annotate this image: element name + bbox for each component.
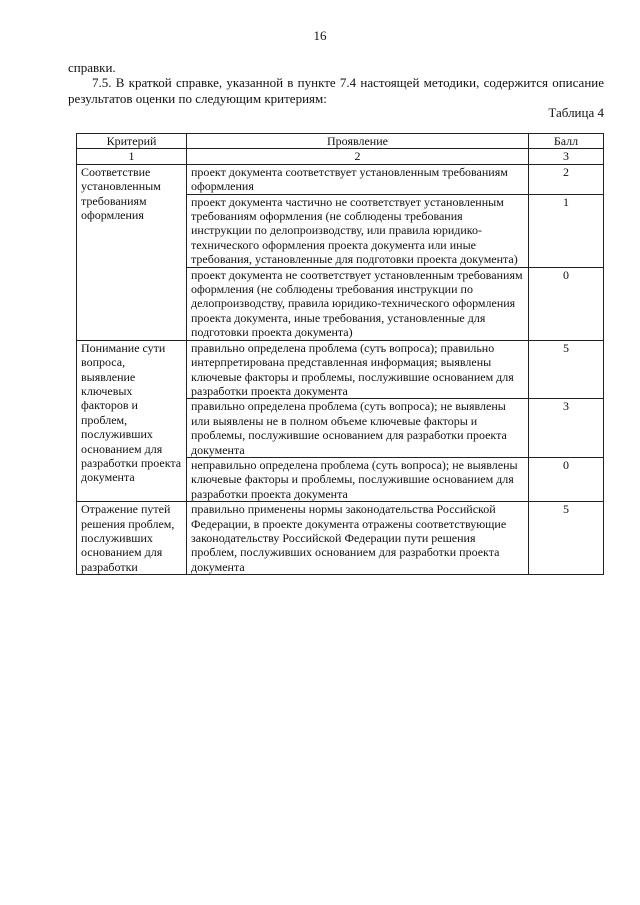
score-cell: 0 [529,267,604,340]
column-number: 3 [529,149,604,164]
criterion-cell: Отражение путей решения проблем, послуживших основанием для разработки [77,502,187,575]
table-row [77,164,604,194]
header-score: Балл [529,134,604,149]
table-caption: Таблица 4 [548,105,604,120]
header-manifestation: Проявление [187,134,529,149]
paragraph-start: справки. [68,60,116,75]
description-cell: правильно применены нормы законодательства Российской Федерации, в проекте документа отражены соответствующие законодательству Российской Федерации пути решения проблем, послуживших основанием для разработки проекта документа [187,502,529,575]
score-cell: 5 [529,502,604,575]
header-criterion: Критерий [77,134,187,149]
description-cell: правильно определена проблема (суть вопроса); не выявлены или выявлены не в полном объеме ключевые факторы и проблемы, послужившие основанием для разработки проекта документа [187,399,529,458]
description-cell: проект документа соответствует установленным требованиям оформления [187,164,529,194]
criterion-cell: Соответствие установленным требованиям оформления [77,164,187,340]
score-cell: 2 [529,164,604,194]
table-row [77,340,604,399]
criterion-cell: Понимание сути вопроса, выявление ключевых факторов и проблем, послуживших основанием для разработки проекта документа [77,340,187,501]
column-number: 1 [77,149,187,164]
score-cell: 0 [529,457,604,501]
table-row [77,502,604,575]
description-cell: проект документа частично не соответствует установленным требованиям оформления (не соблюдены требования инструкции по делопроизводству, или правила юридико-технического оформления проекта документа или иные требования, установленные для подготовки проекта документа) [187,194,529,267]
column-number: 2 [187,149,529,164]
score-cell: 1 [529,194,604,267]
score-cell: 5 [529,340,604,399]
page-number: 16 [313,28,327,43]
description-cell: правильно определена проблема (суть вопроса); правильно интерпретирована представленная информация; выявлены ключевые факторы и проблемы, послужившие основанием для разработки проекта документа [187,340,529,399]
description-cell: неправильно определена проблема (суть вопроса); не выявлены ключевые факторы и проблемы, послужившие основанием для разработки проекта документа [187,457,529,501]
criteria-table [76,133,604,575]
column-number-row [77,149,604,164]
paragraph-main: 7.5. В краткой справке, указанной в пункте 7.4 настоящей методики, содержится описание результатов оценки по следующим критериям: [68,75,604,106]
table-header-row [77,134,604,149]
description-cell: проект документа не соответствует установленным требованиям оформления (не соблюдены требования инструкции по делопроизводству, правила юридико-технического оформления проекта документа, иные требования, установленные для подготовки проекта документа) [187,267,529,340]
score-cell: 3 [529,399,604,458]
